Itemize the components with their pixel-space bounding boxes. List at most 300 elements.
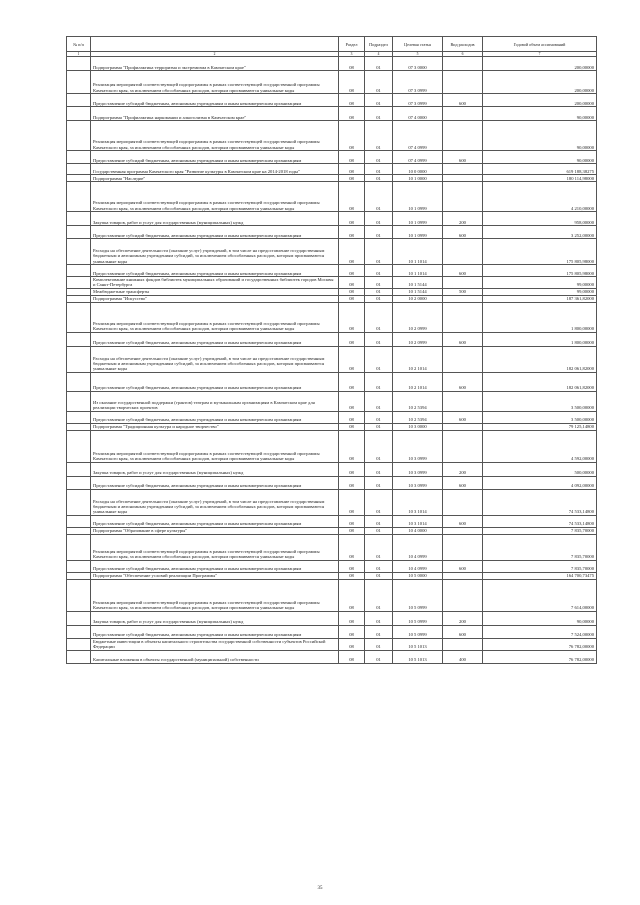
table-row: [67, 611, 597, 625]
row-number-cell: [67, 295, 91, 302]
subsection-cell: 01: [365, 534, 393, 560]
target-article-cell: 07 4 0999: [393, 121, 443, 151]
table-row: [67, 650, 597, 663]
subsection-cell: 01: [365, 638, 393, 650]
target-article-cell: 10 1 0999: [393, 212, 443, 226]
expense-type-cell: 600: [443, 560, 483, 572]
section-cell: 08: [339, 391, 365, 411]
amount-cell: 619 188,38275: [483, 164, 597, 175]
expense-name-cell: Комплектование книжных фондов библиотек муниципальных образований и государственных библиотек городов Москвы и Санкт-Петербурга: [91, 277, 339, 289]
section-cell: 08: [339, 611, 365, 625]
subsection-cell: 01: [365, 579, 393, 611]
row-number-cell: [67, 212, 91, 226]
table-row: [67, 462, 597, 476]
row-number-cell: [67, 527, 91, 534]
table-row: [67, 265, 597, 277]
expense-name-cell: Подпрограмма "Обеспечение условий реализации Программы": [91, 572, 339, 579]
expense-type-cell: 200: [443, 212, 483, 226]
header-number: № п/п: [67, 37, 91, 52]
expense-name-cell: Закупка товаров, работ и услуг для государственных (муниципальных) нужд: [91, 462, 339, 476]
column-index: 5: [393, 52, 443, 57]
subsection-cell: 01: [365, 212, 393, 226]
subsection-cell: 01: [365, 57, 393, 71]
section-cell: 08: [339, 572, 365, 579]
subsection-cell: 01: [365, 107, 393, 121]
subsection-cell: 01: [365, 372, 393, 391]
target-article-cell: 10 3 1014: [393, 489, 443, 515]
target-article-cell: 10 1 5144: [393, 288, 443, 295]
subsection-cell: 01: [365, 489, 393, 515]
subsection-cell: 01: [365, 265, 393, 277]
row-number-cell: [67, 572, 91, 579]
section-cell: 08: [339, 423, 365, 430]
expense-name-cell: Реализация мероприятий соответствующей подпрограммы в рамках соответствующей государственной программы Камчатского края, за исключением обособленных расходов, которым присваиваются уникальные коды: [91, 302, 339, 332]
section-cell: 08: [339, 462, 365, 476]
row-number-cell: [67, 650, 91, 663]
column-index: 7: [483, 52, 597, 57]
column-index: 1: [67, 52, 91, 57]
section-cell: 08: [339, 71, 365, 94]
header-target-article: Целевая статья: [393, 37, 443, 52]
column-index: 4: [365, 52, 393, 57]
expense-type-cell: [443, 391, 483, 411]
expense-type-cell: 600: [443, 625, 483, 638]
table-row: [67, 560, 597, 572]
expense-name-cell: Реализация мероприятий соответствующей подпрограммы в рамках соответствующей государственной программы Камчатского края, за исключением обособленных расходов, которым присваиваются уникальные коды: [91, 121, 339, 151]
section-cell: 08: [339, 560, 365, 572]
subsection-cell: 01: [365, 346, 393, 372]
amount-cell: 180 114,98000: [483, 175, 597, 182]
subsection-cell: 01: [365, 515, 393, 527]
amount-cell: 500,00000: [483, 462, 597, 476]
target-article-cell: 10 2 1014: [393, 346, 443, 372]
target-article-cell: 10 1 0000: [393, 175, 443, 182]
subsection-cell: 01: [365, 182, 393, 212]
target-article-cell: 10 2 0000: [393, 295, 443, 302]
amount-cell: 200,00000: [483, 94, 597, 107]
section-cell: 08: [339, 212, 365, 226]
expense-name-cell: Подпрограмма "Искусство": [91, 295, 339, 302]
target-article-cell: 10 4 0000: [393, 527, 443, 534]
expense-type-cell: [443, 638, 483, 650]
table-row: [67, 277, 597, 289]
section-cell: 08: [339, 182, 365, 212]
row-number-cell: [67, 57, 91, 71]
expense-type-cell: 600: [443, 332, 483, 346]
section-cell: 08: [339, 430, 365, 462]
section-cell: 08: [339, 295, 365, 302]
target-article-cell: 10 0 0000: [393, 164, 443, 175]
expense-type-cell: 600: [443, 94, 483, 107]
expense-name-cell: Закупка товаров, работ и услуг для государственных (муниципальных) нужд: [91, 212, 339, 226]
amount-cell: 200,00000: [483, 57, 597, 71]
section-cell: 08: [339, 175, 365, 182]
table-row: [67, 164, 597, 175]
expense-name-cell: Предоставление субсидий бюджетным, автономным учреждениям и иным некоммерческим организациям: [91, 625, 339, 638]
expense-name-cell: Закупка товаров, работ и услуг для государственных (муниципальных) нужд: [91, 611, 339, 625]
table-row: [67, 151, 597, 164]
row-number-cell: [67, 332, 91, 346]
target-article-cell: 10 4 0999: [393, 534, 443, 560]
table-row: [67, 295, 597, 302]
section-cell: 08: [339, 94, 365, 107]
header-annual-amount: Годовой объем ассигнований: [483, 37, 597, 52]
subsection-cell: 01: [365, 332, 393, 346]
expense-name-cell: Предоставление субсидий бюджетным, автономным учреждениям и иным некоммерческим организациям: [91, 94, 339, 107]
subsection-cell: 01: [365, 226, 393, 239]
section-cell: 08: [339, 121, 365, 151]
amount-cell: 7 524,00000: [483, 625, 597, 638]
target-article-cell: 10 2 5394: [393, 391, 443, 411]
table-row: [67, 534, 597, 560]
section-cell: 08: [339, 332, 365, 346]
section-cell: 08: [339, 226, 365, 239]
expense-name-cell: Реализация мероприятий соответствующей подпрограммы в рамках соответствующей государственной программы Камчатского края, за исключением обособленных расходов, которым присваиваются уникальные коды: [91, 182, 339, 212]
row-number-cell: [67, 121, 91, 151]
subsection-cell: 01: [365, 611, 393, 625]
target-article-cell: 10 1 1014: [393, 265, 443, 277]
row-number-cell: [67, 611, 91, 625]
target-article-cell: 10 5 0999: [393, 611, 443, 625]
amount-cell: 79 125,14800: [483, 423, 597, 430]
expense-type-cell: [443, 534, 483, 560]
expense-type-cell: [443, 57, 483, 71]
target-article-cell: 10 3 0000: [393, 423, 443, 430]
amount-cell: 7 835,70000: [483, 560, 597, 572]
table-row: [67, 332, 597, 346]
target-article-cell: 10 2 5394: [393, 411, 443, 423]
expense-type-cell: [443, 175, 483, 182]
table-row: [67, 57, 597, 71]
expense-type-cell: [443, 71, 483, 94]
expense-name-cell: Бюджетные инвестиции в объекты капитального строительства государственной собственности субъектов Российской Федерации: [91, 638, 339, 650]
section-cell: 08: [339, 534, 365, 560]
header-name: [91, 37, 339, 52]
target-article-cell: 10 1 0999: [393, 182, 443, 212]
section-cell: 08: [339, 411, 365, 423]
section-cell: 08: [339, 638, 365, 650]
target-article-cell: 10 1 5144: [393, 277, 443, 289]
target-article-cell: 07 3 0000: [393, 57, 443, 71]
header-expense-type: Вид расходов: [443, 37, 483, 52]
amount-cell: 4 092,00000: [483, 476, 597, 489]
expense-type-cell: [443, 121, 483, 151]
table-row: [67, 288, 597, 295]
expense-name-cell: Капитальные вложения в объекты государственной (муниципальной) собственности: [91, 650, 339, 663]
target-article-cell: 10 1 1014: [393, 239, 443, 265]
subsection-cell: 01: [365, 462, 393, 476]
expense-name-cell: Из оказание государственной поддержки (грантов) театрам и музыкальным организациям в Камчатском крае для реализации творческих проектов: [91, 391, 339, 411]
expense-type-cell: [443, 489, 483, 515]
table-row: [67, 226, 597, 239]
row-number-cell: [67, 226, 91, 239]
expense-type-cell: [443, 277, 483, 289]
section-cell: 08: [339, 579, 365, 611]
expense-name-cell: Расходы на обеспечение деятельности (оказание услуг) учреждений, в том числе на предоставление государственным бюджетным и автономным учреждениям субсидий, за исключением обособленных расходов, которым присваиваются уникальные коды: [91, 239, 339, 265]
table-row: [67, 302, 597, 332]
row-number-cell: [67, 462, 91, 476]
subsection-cell: 01: [365, 527, 393, 534]
row-number-cell: [67, 625, 91, 638]
amount-cell: 3 500,00000: [483, 391, 597, 411]
row-number-cell: [67, 534, 91, 560]
table-row: [67, 527, 597, 534]
expense-type-cell: [443, 295, 483, 302]
target-article-cell: 10 2 0999: [393, 302, 443, 332]
amount-cell: 3 500,00000: [483, 411, 597, 423]
expense-name-cell: Предоставление субсидий бюджетным, автономным учреждениям и иным некоммерческим организациям: [91, 372, 339, 391]
section-cell: 08: [339, 372, 365, 391]
target-article-cell: 10 3 0999: [393, 430, 443, 462]
section-cell: 08: [339, 57, 365, 71]
subsection-cell: 01: [365, 560, 393, 572]
expense-type-cell: [443, 239, 483, 265]
expense-name-cell: Предоставление субсидий бюджетным, автономным учреждениям и иным некоммерческим организациям: [91, 265, 339, 277]
expense-name-cell: Предоставление субсидий бюджетным, автономным учреждениям и иным некоммерческим организациям: [91, 515, 339, 527]
row-number-cell: [67, 579, 91, 611]
expense-name-cell: Реализация мероприятий соответствующей подпрограммы в рамках соответствующей государственной программы Камчатского края, за исключением обособленных расходов, которым присваиваются уникальные коды: [91, 579, 339, 611]
row-number-cell: [67, 151, 91, 164]
section-cell: 08: [339, 346, 365, 372]
subsection-cell: 01: [365, 423, 393, 430]
target-article-cell: 10 5 0999: [393, 579, 443, 611]
target-article-cell: 07 3 0999: [393, 71, 443, 94]
row-number-cell: [67, 288, 91, 295]
section-cell: 08: [339, 489, 365, 515]
subsection-cell: 01: [365, 391, 393, 411]
expense-name-cell: Реализация мероприятий соответствующей подпрограммы в рамках соответствующей государственной программы Камчатского края, за исключением обособленных расходов, которым присваиваются уникальные коды: [91, 430, 339, 462]
table-row: [67, 71, 597, 94]
table-row: [67, 212, 597, 226]
section-cell: 08: [339, 527, 365, 534]
table-row: [67, 579, 597, 611]
subsection-cell: 01: [365, 94, 393, 107]
column-index: 6: [443, 52, 483, 57]
table-row: [67, 638, 597, 650]
subsection-cell: 01: [365, 277, 393, 289]
row-number-cell: [67, 638, 91, 650]
row-number-cell: [67, 265, 91, 277]
expense-name-cell: Предоставление субсидий бюджетным, автономным учреждениям и иным некоммерческим организациям: [91, 151, 339, 164]
budget-sheet: [66, 36, 596, 664]
row-number-cell: [67, 239, 91, 265]
row-number-cell: [67, 391, 91, 411]
row-number-cell: [67, 71, 91, 94]
amount-cell: 187 361,82000: [483, 295, 597, 302]
row-number-cell: [67, 94, 91, 107]
table-row: [67, 476, 597, 489]
amount-cell: 164 700,73475: [483, 572, 597, 579]
budget-table: [66, 36, 597, 664]
expense-type-cell: [443, 572, 483, 579]
section-cell: 08: [339, 515, 365, 527]
expense-name-cell: Реализация мероприятий соответствующей подпрограммы в рамках соответствующей государственной программы Камчатского края, за исключением обособленных расходов, которым присваиваются уникальные коды: [91, 534, 339, 560]
table-row: [67, 121, 597, 151]
expense-type-cell: 200: [443, 462, 483, 476]
row-number-cell: [67, 515, 91, 527]
expense-name-cell: Предоставление субсидий бюджетным, автономным учреждениям и иным некоммерческим организациям: [91, 332, 339, 346]
section-cell: 08: [339, 107, 365, 121]
amount-cell: 175 805,98000: [483, 265, 597, 277]
expense-type-cell: 600: [443, 476, 483, 489]
expense-name-cell: Подпрограмма "Традиционная культура и народное творчество": [91, 423, 339, 430]
amount-cell: 99,00000: [483, 277, 597, 289]
row-number-cell: [67, 430, 91, 462]
header-section: Раздел: [339, 37, 365, 52]
expense-name-cell: Предоставление субсидий бюджетным, автономным учреждениям и иным некоммерческим организациям: [91, 226, 339, 239]
table-row: [67, 239, 597, 265]
expense-name-cell: Подпрограмма "Образование в сфере культуры": [91, 527, 339, 534]
amount-cell: 76 782,00000: [483, 650, 597, 663]
target-article-cell: 07 3 0999: [393, 94, 443, 107]
amount-cell: 175 805,98000: [483, 239, 597, 265]
subsection-cell: 01: [365, 239, 393, 265]
section-cell: 08: [339, 302, 365, 332]
row-number-cell: [67, 107, 91, 121]
section-cell: 08: [339, 265, 365, 277]
target-article-cell: 10 5 0000: [393, 572, 443, 579]
table-row: [67, 107, 597, 121]
target-article-cell: 10 3 1014: [393, 515, 443, 527]
table-row: [67, 372, 597, 391]
row-number-cell: [67, 560, 91, 572]
target-article-cell: 10 5 1013: [393, 650, 443, 663]
subsection-cell: 01: [365, 411, 393, 423]
row-number-cell: [67, 489, 91, 515]
expense-type-cell: [443, 423, 483, 430]
expense-type-cell: 500: [443, 288, 483, 295]
header-subsection: Подраздел: [365, 37, 393, 52]
column-index: 2: [91, 52, 339, 57]
column-index: 3: [339, 52, 365, 57]
section-cell: 08: [339, 476, 365, 489]
expense-name-cell: Государственная программа Камчатского края "Развитие культуры в Камчатском крае на 2014-2018 годы": [91, 164, 339, 175]
table-row: [67, 175, 597, 182]
table-row: [67, 391, 597, 411]
subsection-cell: 01: [365, 302, 393, 332]
amount-cell: 90,00000: [483, 151, 597, 164]
section-cell: 08: [339, 239, 365, 265]
subsection-cell: 01: [365, 71, 393, 94]
table-row: [67, 625, 597, 638]
amount-cell: 74 533,14800: [483, 515, 597, 527]
subsection-cell: 01: [365, 164, 393, 175]
table-row: [67, 94, 597, 107]
amount-cell: 7 835,70000: [483, 534, 597, 560]
amount-cell: 1 800,00000: [483, 302, 597, 332]
expense-name-cell: Подпрограмма "Профилактика наркомании и алкоголизма в Камчатском крае": [91, 107, 339, 121]
expense-name-cell: Предоставление субсидий бюджетным, автономным учреждениям и иным некоммерческим организациям: [91, 560, 339, 572]
expense-type-cell: 600: [443, 151, 483, 164]
expense-name-cell: Подпрограмма "Профилактика терроризма и экстремизма в Камчатском крае": [91, 57, 339, 71]
subsection-cell: 01: [365, 572, 393, 579]
amount-cell: 74 533,14800: [483, 489, 597, 515]
expense-type-cell: 200: [443, 611, 483, 625]
target-article-cell: 07 4 0999: [393, 151, 443, 164]
amount-cell: 76 782,00000: [483, 638, 597, 650]
amount-cell: 90,00000: [483, 611, 597, 625]
amount-cell: 182 061,82000: [483, 346, 597, 372]
row-number-cell: [67, 423, 91, 430]
row-number-cell: [67, 164, 91, 175]
expense-name-cell: Расходы на обеспечение деятельности (оказание услуг) учреждений, в том числе на предоставление государственным бюджетным и автономным учреждениям субсидий, за исключением обособленных расходов, которым присваиваются уникальные коды: [91, 489, 339, 515]
table-row: [67, 346, 597, 372]
expense-name-cell: Подпрограмма "Наследие": [91, 175, 339, 182]
expense-type-cell: [443, 527, 483, 534]
expense-type-cell: 600: [443, 372, 483, 391]
section-cell: 08: [339, 151, 365, 164]
amount-cell: 958,00000: [483, 212, 597, 226]
subsection-cell: 01: [365, 650, 393, 663]
amount-cell: 3 252,00000: [483, 226, 597, 239]
expense-name-cell: Расходы на обеспечение деятельности (оказание услуг) учреждений, в том числе на предоставление государственным бюджетным и автономным учреждениям субсидий, за исключением обособленных расходов, которым присваиваются уникальные коды: [91, 346, 339, 372]
subsection-cell: 01: [365, 625, 393, 638]
table-row: [67, 411, 597, 423]
row-number-cell: [67, 372, 91, 391]
expense-type-cell: [443, 182, 483, 212]
expense-type-cell: [443, 164, 483, 175]
section-cell: 08: [339, 650, 365, 663]
subsection-cell: 01: [365, 288, 393, 295]
target-article-cell: 10 3 0999: [393, 476, 443, 489]
section-cell: 08: [339, 277, 365, 289]
expense-type-cell: 600: [443, 226, 483, 239]
row-number-cell: [67, 277, 91, 289]
target-article-cell: 10 1 0999: [393, 226, 443, 239]
amount-cell: 4 210,00000: [483, 182, 597, 212]
target-article-cell: 10 2 0999: [393, 332, 443, 346]
section-cell: 08: [339, 288, 365, 295]
table-row: [67, 489, 597, 515]
subsection-cell: 01: [365, 121, 393, 151]
target-article-cell: 10 5 1013: [393, 638, 443, 650]
row-number-cell: [67, 476, 91, 489]
subsection-cell: 01: [365, 175, 393, 182]
target-article-cell: 10 4 0999: [393, 560, 443, 572]
table-header-row: [67, 37, 597, 52]
amount-cell: 182 061,82000: [483, 372, 597, 391]
row-number-cell: [67, 411, 91, 423]
section-cell: 08: [339, 164, 365, 175]
table-row: [67, 515, 597, 527]
row-number-cell: [67, 175, 91, 182]
amount-cell: 7 835,70000: [483, 527, 597, 534]
table-row: [67, 182, 597, 212]
expense-type-cell: 600: [443, 411, 483, 423]
target-article-cell: 10 2 1014: [393, 372, 443, 391]
subsection-cell: 01: [365, 430, 393, 462]
row-number-cell: [67, 182, 91, 212]
row-number-cell: [67, 302, 91, 332]
table-row: [67, 572, 597, 579]
expense-type-cell: 600: [443, 265, 483, 277]
amount-cell: 99,00000: [483, 288, 597, 295]
table-body: [67, 57, 597, 664]
amount-cell: 200,00000: [483, 71, 597, 94]
amount-cell: 90,00000: [483, 107, 597, 121]
expense-type-cell: [443, 302, 483, 332]
amount-cell: 4 592,00000: [483, 430, 597, 462]
table-row: [67, 423, 597, 430]
subsection-cell: 01: [365, 151, 393, 164]
subsection-cell: 01: [365, 476, 393, 489]
table-row: [67, 430, 597, 462]
section-cell: 08: [339, 625, 365, 638]
amount-cell: 7 614,00000: [483, 579, 597, 611]
target-article-cell: 10 3 0999: [393, 462, 443, 476]
expense-type-cell: [443, 430, 483, 462]
row-number-cell: [67, 346, 91, 372]
